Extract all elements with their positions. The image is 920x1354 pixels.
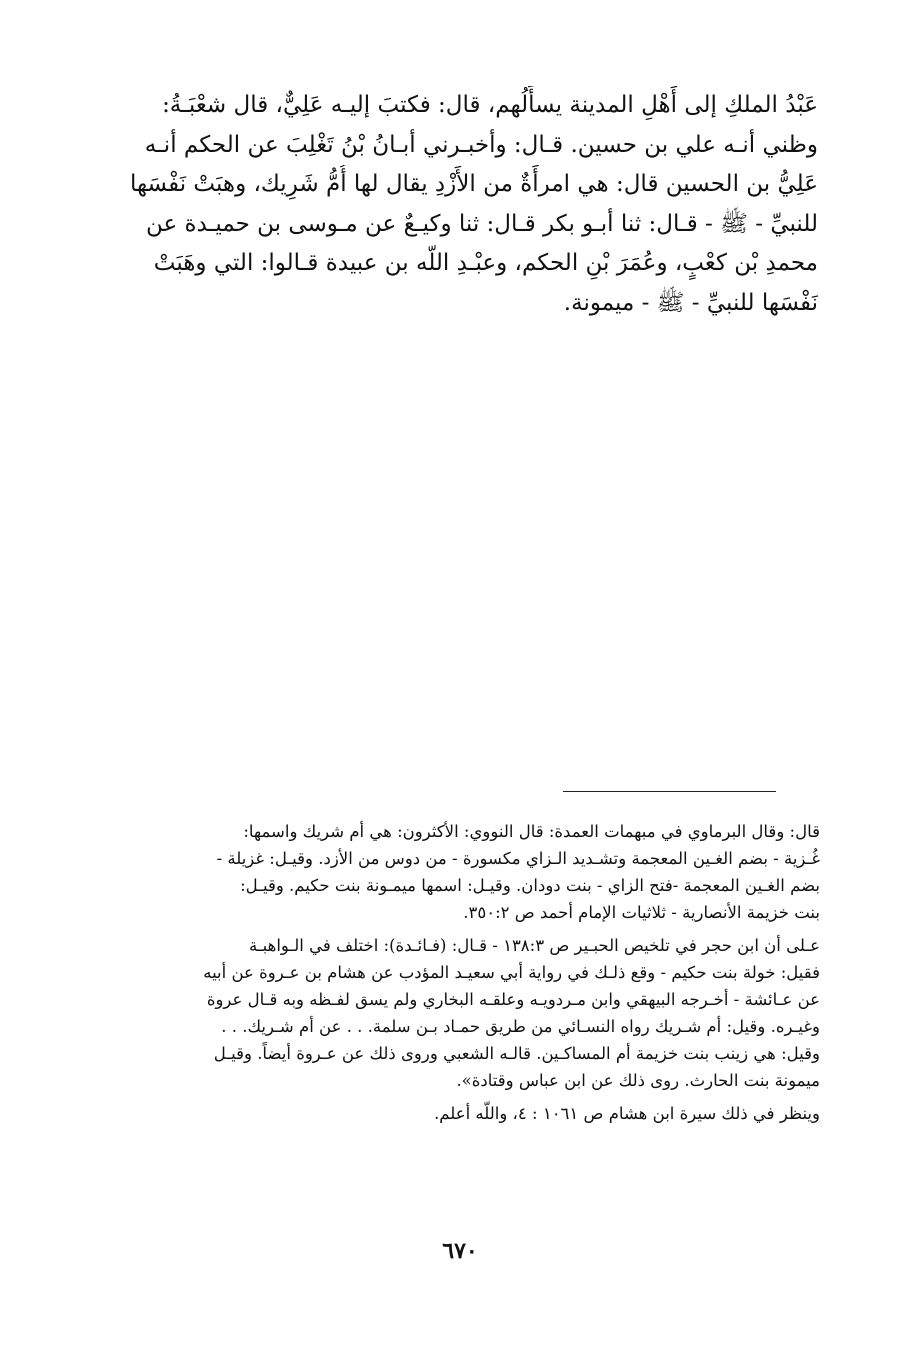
main-text-line: محمدِ بْن كعْبٍ، وعُمَرَ بْنِ الحكم، وعبْـدِ اللّه بن عبيدة قـالوا: التي وهَبَتْ [153,250,818,276]
footnote-line: عن عـائشة - أخـرجه البيهقي وابن مـردويـه وعلقـه البخاري ولم يسق لفـظه وبه قـال عروة [206,990,820,1009]
footnote-line: قال: وقال البرماوي في مبهمات العمدة: قال النووي: الأكثرون: هي أم شريك واسمها: [243,822,820,841]
footnote-line: بنت خزيمة الأنصارية - ثلاثيات الإمام أحمد ص ٣٥٠:٢. [463,903,820,922]
footnote-paragraph [98,932,820,1094]
footnote-line: غُـزية - بضم الغـين المعجمة وتشـديد الـزاي مكسورة - من دوس من الأزد. وقيـل: غزيلة - [216,849,820,868]
main-text-line: وظني أنـه علي بن حسين. قـال: وأخبـرني أبـانُ بْنُ تَغْلِبَ عن الحكم أنـه [144,131,818,158]
footnote-line: ميمونة بنت الحارث. روى ذلك عن ابن عباس وقتادة». [456,1071,820,1090]
main-text-line: نَفْسَها للنبيِّ - ﷺ - ميمونة. [563,289,818,316]
footnote-line: وينظر في ذلك سيرة ابن هشام ص ١٠٦١ : ٤، واللّه أعلم. [434,1104,820,1123]
footnote-line: بضم الغـين المعجمة -فتح الزاي - بنت دودان. وقيـل: اسمها ميمـونة بنت حكيم. وقيـل: [240,876,820,895]
footnote-divider [563,791,776,792]
footnote-line: وغيـره. وقيل: أم شـريك رواه النسـائي من طريق حمـاد بـن سلمة. . . عن أم شـريك. . . [221,1017,820,1036]
page-number: ٦٧٠ [442,1238,478,1264]
main-text-block [100,86,818,323]
main-text-line: للنبيِّ - ﷺ - قـال: ثنا أبـو بكر قـال: ثنا وكيـعٌ عن مـوسى بن حميـدة عن [145,210,818,237]
main-text-line: عَلِيُّ بن الحسين قال: هي امرأَةٌ من الأَزْدِ يقال لها أُمُّ شَرِيك، وهبَتْ نَفْسَها [129,171,818,197]
footnote-line: عـلى أن ابن حجر في تلخيص الحبـير ص ١٣٨:٣ - قـال: (فـائـدة): اختلف في الـواهبـة [248,936,820,955]
footnote-paragraph [98,1100,820,1127]
footnotes-block [98,818,820,1127]
footnote-paragraph [98,818,820,926]
footnote-line: وقيل: هي زينب بنت خزيمة أم المساكـين. قالـه الشعبي وروى ذلك عن عـروة أيضاً. وقيـل [213,1044,820,1063]
main-text-line: عَبْدُ الملكِ إلى أَهْلِ المدينة يسأَلُهم، قال: فكتبَ إليـه عَلِيٌّ، قال شعْبَـةُ: [162,92,818,118]
footnote-line: فقيل: خولة بنت حكيم - وقع ذلـك في رواية أبي سعيـد المؤدب عن هشام بن عـروة عن أبيه [203,963,820,982]
